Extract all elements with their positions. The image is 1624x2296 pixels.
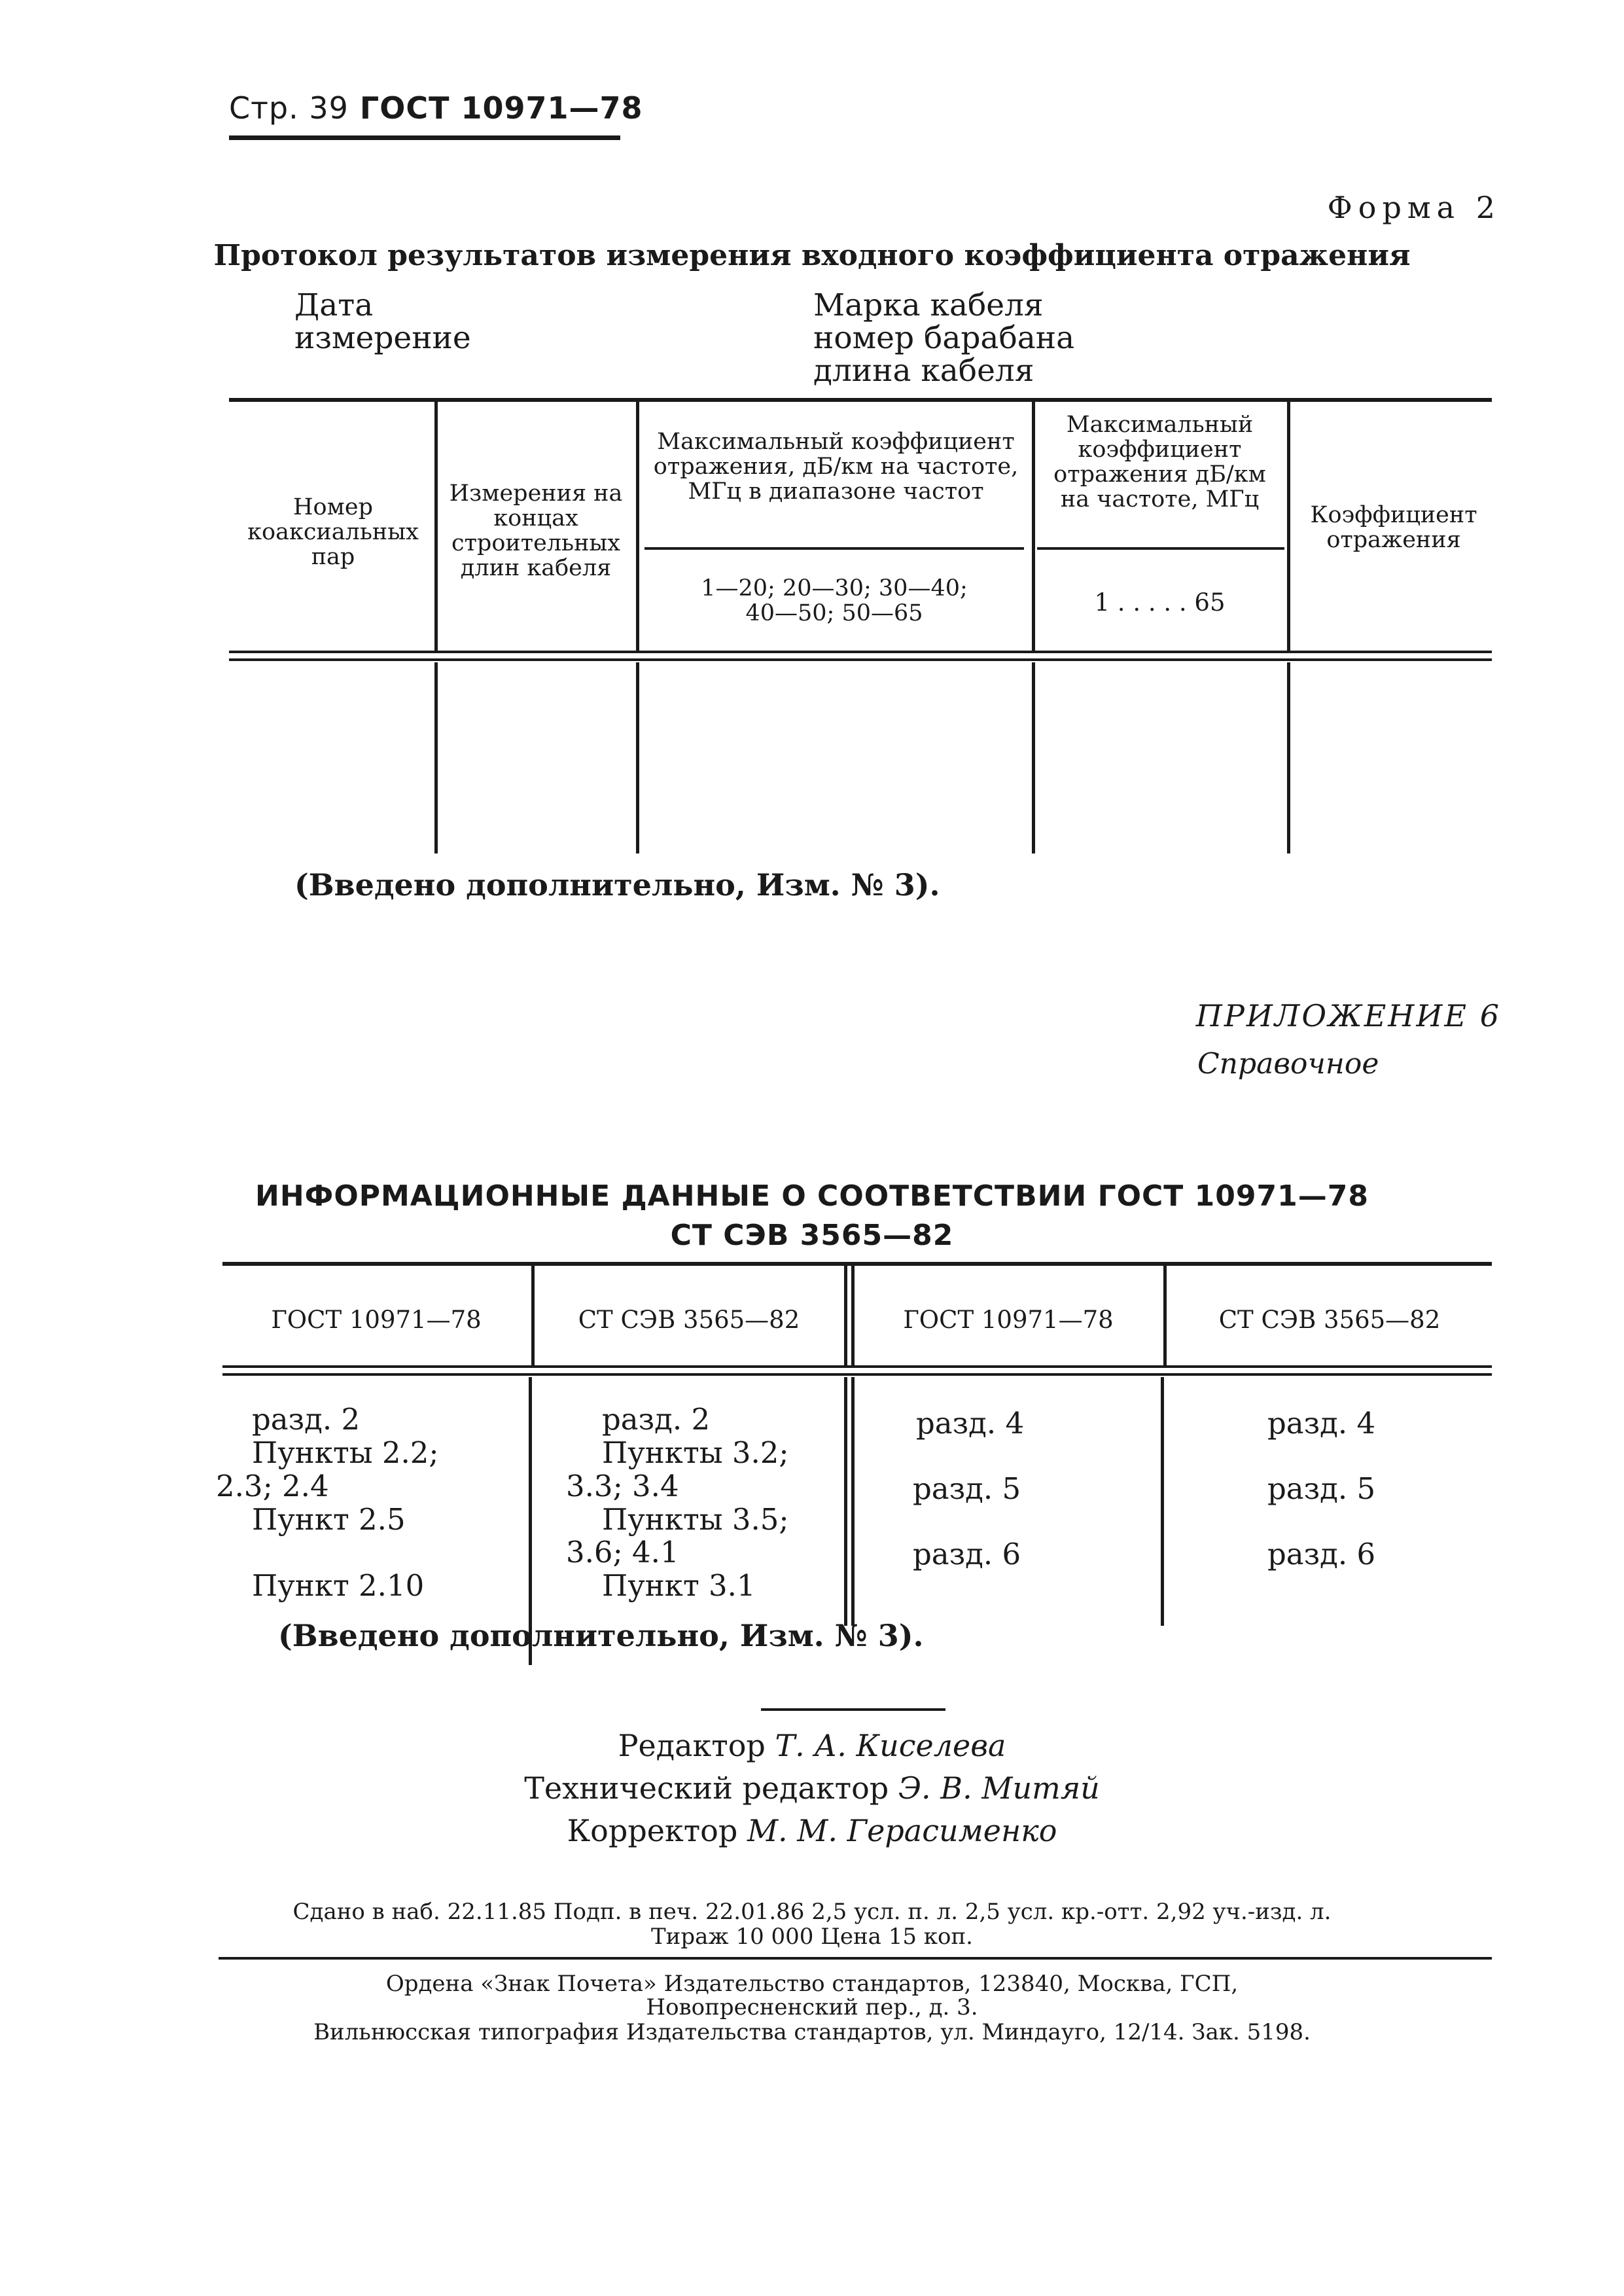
table2-vline-2d	[851, 1377, 855, 1626]
cell-gost-1-0: разд. 2	[252, 1402, 361, 1437]
corrector-role: Корректор	[567, 1813, 738, 1848]
credit-tech-editor	[0, 1770, 1624, 1806]
field-date: Дата	[294, 287, 374, 323]
header-gost-1: ГОСТ 10971—78	[271, 1306, 482, 1334]
col-frequency-ranges: 1—20; 20—30; 30—40; 40—50; 50—65	[701, 575, 968, 626]
form-label: Форма 2	[1327, 190, 1501, 225]
tech-editor-name: Э. В. Митяй	[898, 1770, 1100, 1806]
credits-separator	[761, 1708, 945, 1711]
table2-mid-rule-a	[222, 1365, 1492, 1368]
credit-editor	[0, 1728, 1624, 1763]
field-cable-length: длина кабеля	[813, 353, 1034, 389]
col-max-reflection-range: Максимальный коэффициент отражения, дБ/км на частоте, МГц в диапазоне частот	[653, 429, 1019, 505]
imprint-rule	[219, 1957, 1492, 1960]
info-amendment-note: (Введено дополнительно, Изм. № 3).	[278, 1618, 924, 1653]
table1-vline-2	[636, 402, 639, 651]
table1-mid-rule-b	[229, 658, 1492, 661]
table2-vline-2b	[851, 1266, 855, 1365]
form2-amendment-note: (Введено дополнительно, Изм. № 3).	[294, 867, 940, 903]
table1-mid-rule-a	[229, 651, 1492, 653]
cell-st-sev-1-2: 3.3; 3.4	[566, 1469, 679, 1503]
col-coax-pair-number: Номер коаксиальных пар	[247, 494, 419, 570]
cell-st-sev-2-1: разд. 5	[1267, 1471, 1376, 1506]
appendix-subtitle: Справочное	[1197, 1047, 1379, 1081]
col-max-reflection-freq: Максимальный коэффициент отражения дБ/км на частоте, МГц	[1053, 412, 1266, 512]
field-cable-brand: Марка кабеля	[813, 287, 1044, 323]
cell-st-sev-2-2: разд. 6	[1267, 1537, 1376, 1571]
table2-vline-2a	[844, 1266, 847, 1365]
cell-gost-2-1: разд. 5	[913, 1471, 1021, 1506]
header-st-sev-1: СТ СЭВ 3565—82	[578, 1306, 800, 1334]
header-gost-2: ГОСТ 10971—78	[903, 1306, 1114, 1334]
cell-gost-2-0: разд. 4	[916, 1406, 1025, 1441]
standard-number: ГОСТ 10971—78	[359, 90, 643, 126]
header-st-sev-2: СТ СЭВ 3565—82	[1218, 1306, 1441, 1334]
table2-vline-3c	[1161, 1377, 1164, 1626]
header-rule	[229, 135, 620, 140]
cell-gost-1-3: Пункт 2.5	[252, 1502, 406, 1537]
cell-st-sev-2-0: разд. 4	[1267, 1406, 1376, 1441]
col-measurements-at-ends: Измерения на концах строительных длин кабеля	[449, 480, 623, 581]
table2-vline-2c	[844, 1377, 847, 1626]
imprint-line1: Сдано в наб. 22.11.85 Подп. в печ. 22.01.86 2,5 усл. п. л. 2,5 усл. кр.-отт. 2,92 уч.-изд. л.	[292, 1899, 1332, 1925]
appendix-title: ПРИЛОЖЕНИЕ 6	[1195, 998, 1501, 1033]
editor-role: Редактор	[618, 1728, 766, 1763]
imprint-line2: Тираж 10 000 Цена 15 коп.	[650, 1924, 973, 1950]
table2-vline-1	[531, 1266, 535, 1365]
field-drum-number: номер барабана	[813, 320, 1075, 356]
table1-vline-4b	[1287, 662, 1290, 853]
imprint-line4: Новопресненский пер., д. 3.	[646, 1994, 978, 2020]
page-number: Стр. 39	[229, 90, 349, 126]
table1-vline-1b	[434, 662, 438, 853]
info-title-line1: ИНФОРМАЦИОННЫЕ ДАННЫЕ О СООТВЕТСТВИИ ГОСТ 10971—78	[255, 1179, 1369, 1213]
table1-vline-2b	[636, 662, 639, 853]
table1-vline-3b	[1032, 662, 1035, 853]
table2-mid-rule-b	[222, 1373, 1492, 1376]
cell-gost-1-2: 2.3; 2.4	[216, 1469, 329, 1503]
cell-st-sev-1-1: Пункты 3.2;	[602, 1435, 789, 1470]
table1-vline-3	[1032, 402, 1035, 651]
info-title-line2: СТ СЭВ 3565—82	[670, 1219, 954, 1252]
field-measurement: измерение	[294, 320, 471, 356]
table1-vline-4	[1287, 402, 1290, 651]
cell-st-sev-1-5: Пункт 3.1	[602, 1568, 756, 1603]
cell-gost-2-2: разд. 6	[913, 1537, 1021, 1571]
cell-gost-1-1: Пункты 2.2;	[252, 1435, 439, 1470]
table1-top-rule	[229, 398, 1492, 402]
imprint-line5: Вильнюсская типография Издательства стандартов, ул. Миндауго, 12/14. Зак. 5198.	[313, 2019, 1311, 2045]
table1-subheader-rule-a	[644, 547, 1024, 550]
protocol-title: Протокол результатов измерения входного коэффициента отражения	[213, 239, 1411, 272]
cell-st-sev-1-4: 3.6; 4.1	[566, 1535, 679, 1570]
table1-vline-1	[434, 402, 438, 651]
table2-top-rule	[222, 1262, 1492, 1266]
col-frequency-span: 1 . . . . . 65	[1094, 588, 1226, 617]
credit-corrector	[0, 1813, 1624, 1848]
tech-editor-role: Технический редактор	[524, 1770, 889, 1806]
table1-subheader-rule-b	[1037, 547, 1284, 550]
table2-vline-3	[1163, 1266, 1167, 1365]
cell-st-sev-1-0: разд. 2	[602, 1402, 711, 1437]
cell-gost-1-4: Пункт 2.10	[252, 1568, 425, 1603]
corrector-name: М. М. Герасименко	[747, 1813, 1057, 1848]
imprint-line3: Ордена «Знак Почета» Издательство стандартов, 123840, Москва, ГСП,	[385, 1971, 1239, 1997]
editor-name: Т. А. Киселева	[775, 1728, 1006, 1763]
running-header	[229, 90, 643, 126]
cell-st-sev-1-3: Пункты 3.5;	[602, 1502, 789, 1537]
col-reflection-coefficient: Коэффициент отражения	[1310, 502, 1477, 553]
